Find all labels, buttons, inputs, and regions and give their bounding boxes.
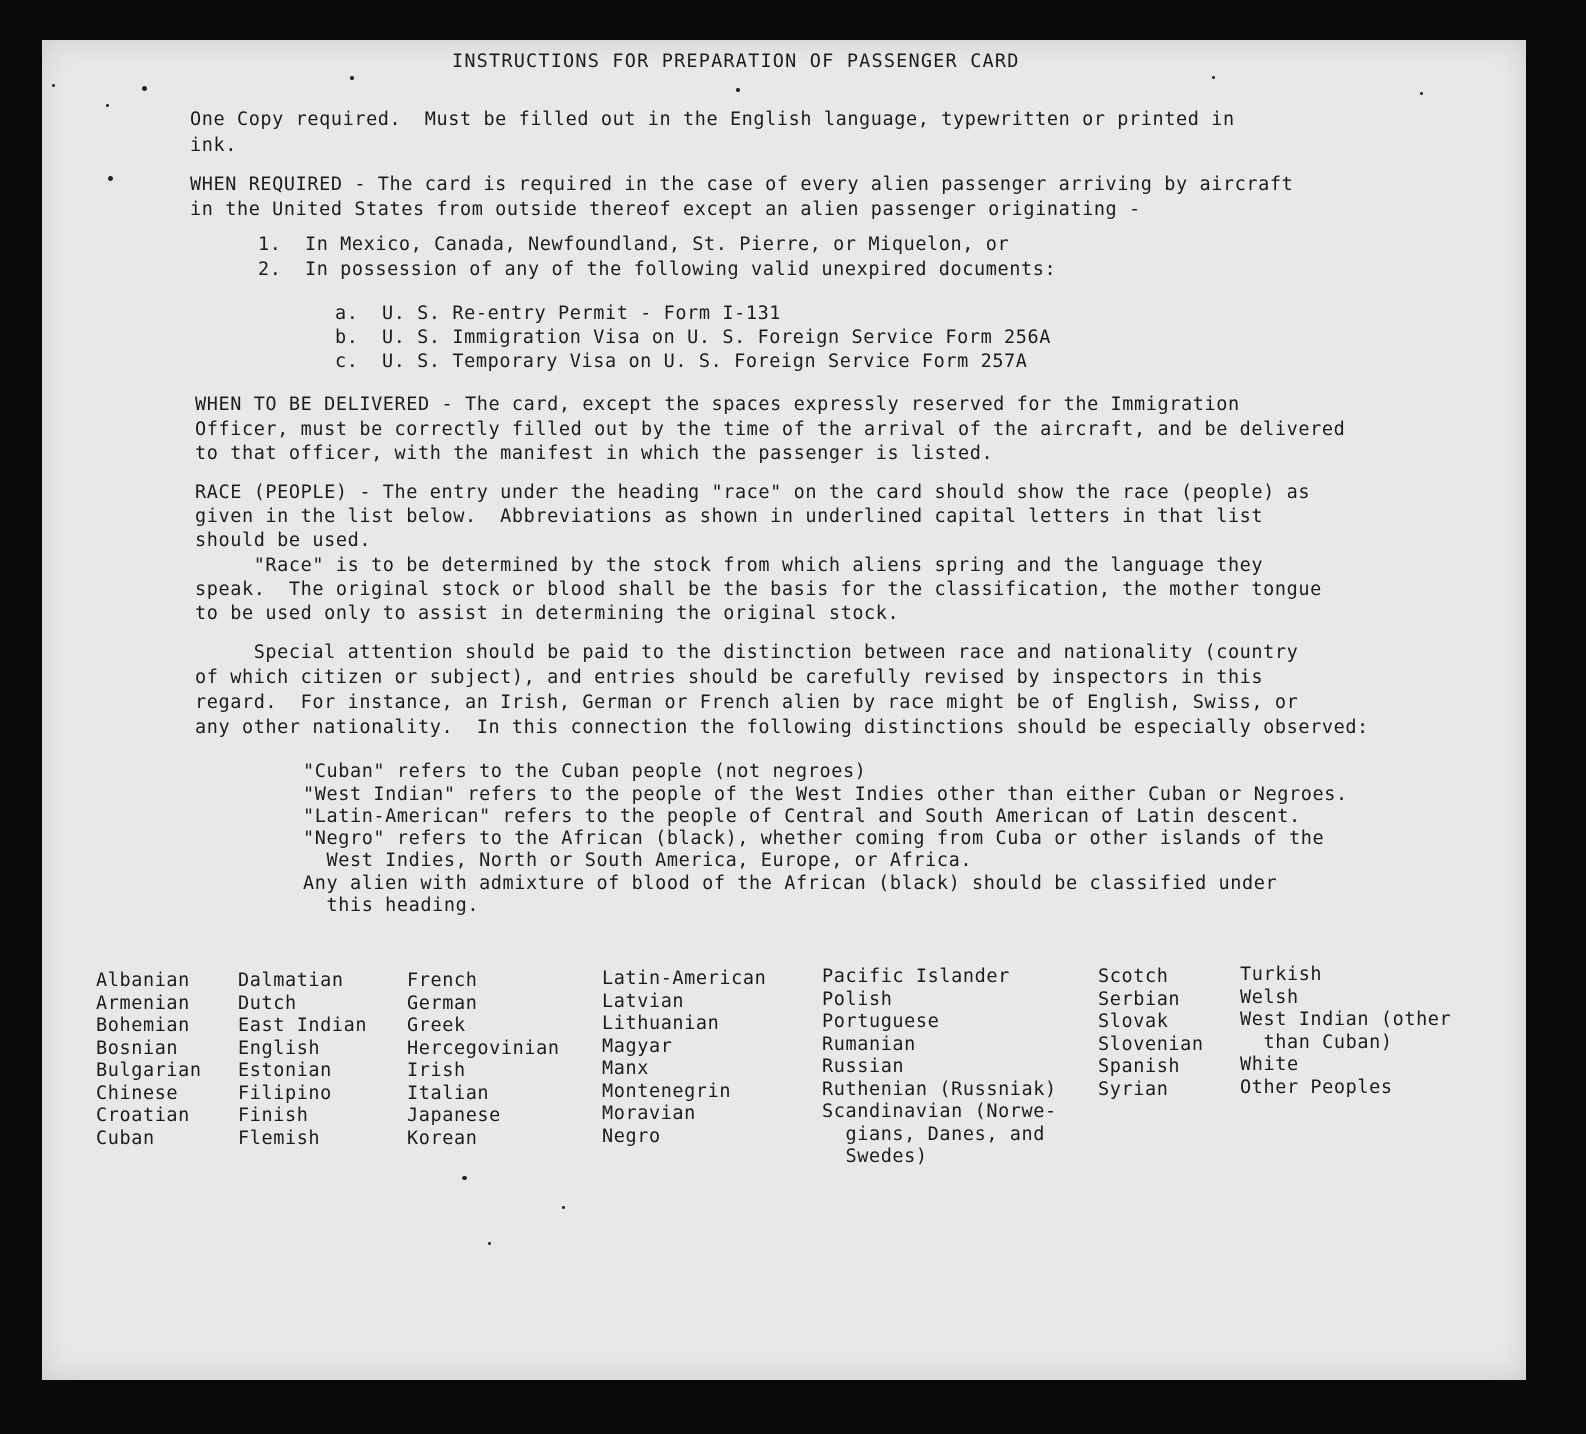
lettered-item-c: c. U. S. Temporary Visa on U. S. Foreign Service Form 257A: [335, 351, 1028, 372]
race-latvian: Latvian: [602, 990, 685, 1012]
race-list-column-6: [1098, 966, 1204, 1101]
race-bosnian: Bosnian: [96, 1037, 179, 1059]
race-line-6: to be used only to assist in determining the original stock.: [195, 603, 900, 624]
when-delivered-line-2: Officer, must be correctly filled out by the time of the arrival of the aircraft, and be delivered: [195, 419, 1346, 440]
race-japanese: Japanese: [407, 1105, 501, 1126]
when-required-line-2: in the United States from outside thereof except an alien passenger originating -: [190, 199, 1141, 220]
scan-speck: [488, 1242, 491, 1245]
distinction-admixture: Any alien with admixture of blood of the African (black) should be classified under: [303, 873, 1278, 894]
race-line-3: should be used.: [195, 530, 372, 551]
numbered-item-2: 2. In possession of any of the following valid unexpired documents:: [258, 259, 1057, 280]
race-latin-american: Latin-American: [602, 968, 767, 989]
race-scandinavian-cont-2: Swedes): [822, 1146, 928, 1167]
race-croatian: Croatian: [96, 1105, 190, 1126]
race-french: French: [407, 970, 478, 991]
race-scandinavian: Scandinavian (Norwe-: [822, 1101, 1057, 1122]
race-serbian: Serbian: [1098, 988, 1181, 1010]
special-line-4: any other nationality. In this connection the following distinctions should be especially observed:: [195, 717, 1369, 738]
numbered-item-1: 1. In Mexico, Canada, Newfoundland, St. Pierre, or Miquelon, or: [258, 234, 1010, 255]
race-line-1: RACE (PEOPLE) - The entry under the heading "race" on the card should show the race (people) as: [195, 482, 1311, 503]
lettered-item-a: a. U. S. Re-entry Permit - Form I-131: [335, 303, 782, 324]
race-montenegrin: Montenegrin: [602, 1080, 732, 1102]
race-list-column-4: [602, 968, 766, 1148]
race-korean: Korean: [407, 1127, 478, 1149]
race-scotch: Scotch: [1098, 966, 1169, 987]
race-english: English: [238, 1037, 321, 1059]
race-spanish: Spanish: [1098, 1056, 1181, 1077]
special-line-2: of which citizen or subject), and entries should be carefully revised by inspectors in this: [195, 667, 1264, 688]
race-dalmatian: Dalmatian: [238, 970, 344, 991]
scan-speck: [462, 1176, 467, 1180]
race-list-column-2: [238, 970, 367, 1150]
when-delivered-line-1: WHEN TO BE DELIVERED - The card, except the spaces expressly reserved for the Immigration: [195, 394, 1240, 415]
distinction-latin-american: "Latin-American" refers to the people of Central and South American of Latin descent.: [303, 806, 1301, 827]
race-cuban: Cuban: [96, 1127, 155, 1149]
race-russian: Russian: [822, 1056, 905, 1077]
when-delivered-line-3: to that officer, with the manifest in which the passenger is listed.: [195, 443, 994, 464]
race-list-column-7: [1240, 964, 1451, 1099]
race-west-indian-cont: than Cuban): [1240, 1031, 1393, 1053]
scan-speck: [142, 86, 147, 91]
race-other-peoples: Other Peoples: [1240, 1076, 1393, 1098]
scan-speck: [736, 88, 740, 92]
scan-speck: [106, 104, 109, 107]
race-east-indian: East Indian: [238, 1015, 368, 1036]
race-portuguese: Portuguese: [822, 1011, 940, 1032]
race-west-indian: West Indian (other: [1240, 1009, 1452, 1030]
race-welsh: Welsh: [1240, 986, 1299, 1008]
distinction-negro-cont: West Indies, North or South America, Europe, or Africa.: [303, 850, 973, 871]
race-german: German: [407, 992, 478, 1014]
race-greek: Greek: [407, 1015, 466, 1036]
scan-speck: [1420, 92, 1423, 95]
race-white: White: [1240, 1054, 1299, 1075]
race-negro: Negro: [602, 1125, 661, 1147]
race-manx: Manx: [602, 1058, 649, 1079]
race-albanian: Albanian: [96, 970, 190, 991]
race-irish: Irish: [407, 1060, 466, 1081]
race-flemish: Flemish: [238, 1127, 321, 1149]
race-rumanian: Rumanian: [822, 1033, 916, 1055]
race-armenian: Armenian: [96, 992, 190, 1014]
distinction-cuban: "Cuban" refers to the Cuban people (not negroes): [303, 761, 867, 782]
race-italian: Italian: [407, 1082, 490, 1104]
race-lithuanian: Lithuanian: [602, 1013, 720, 1034]
when-required-line-1: WHEN REQUIRED - The card is required in the case of every alien passenger arriving by aircraft: [190, 174, 1294, 195]
race-list-column-1: [96, 970, 202, 1150]
race-filipino: Filipino: [238, 1082, 332, 1104]
race-chinese: Chinese: [96, 1082, 179, 1104]
race-line-5: speak. The original stock or blood shall be the basis for the classification, the mother tongue: [195, 579, 1322, 600]
race-line-2: given in the list below. Abbreviations as shown in underlined capital letters in that list: [195, 506, 1264, 527]
race-finish: Finish: [238, 1105, 309, 1126]
race-bulgarian: Bulgarian: [96, 1060, 202, 1081]
race-moravian: Moravian: [602, 1103, 696, 1124]
race-ruthenian: Ruthenian (Russniak): [822, 1078, 1057, 1100]
race-magyar: Magyar: [602, 1035, 673, 1057]
page-title: INSTRUCTIONS FOR PREPARATION OF PASSENGER CARD: [452, 51, 1020, 72]
intro-line-2: ink.: [190, 135, 237, 156]
race-syrian: Syrian: [1098, 1078, 1169, 1100]
race-list-column-3: [407, 970, 560, 1150]
scan-speck: [1212, 76, 1215, 79]
distinction-admixture-cont: this heading.: [303, 895, 480, 916]
special-line-1: Special attention should be paid to the distinction between race and nationality (country: [195, 642, 1299, 663]
race-scandinavian-cont-1: gians, Danes, and: [822, 1123, 1046, 1145]
distinction-negro: "Negro" refers to the African (black), whether coming from Cuba or other islands of the: [303, 828, 1325, 849]
scan-speck: [350, 76, 354, 80]
scan-speck: [108, 176, 113, 181]
race-hercegovinian: Hercegovinian: [407, 1037, 560, 1059]
race-slovenian: Slovenian: [1098, 1033, 1204, 1055]
race-dutch: Dutch: [238, 992, 297, 1014]
scan-speck: [52, 84, 55, 87]
distinction-west-indian: "West Indian" refers to the people of the West Indies other than either Cuban or Negroes.: [303, 784, 1348, 805]
intro-line-1: One Copy required. Must be filled out in the English language, typewritten or printed in: [190, 109, 1235, 130]
race-polish: Polish: [822, 988, 893, 1010]
race-line-4: "Race" is to be determined by the stock from which aliens spring and the language they: [195, 555, 1264, 576]
scan-speck: [562, 1206, 565, 1209]
race-pacific-islander: Pacific Islander: [822, 966, 1010, 987]
race-slovak: Slovak: [1098, 1011, 1169, 1032]
lettered-item-b: b. U. S. Immigration Visa on U. S. Foreign Service Form 256A: [335, 327, 1052, 348]
race-turkish: Turkish: [1240, 964, 1323, 985]
race-bohemian: Bohemian: [96, 1015, 190, 1036]
race-list-column-5: [822, 966, 1057, 1169]
race-estonian: Estonian: [238, 1060, 332, 1081]
special-line-3: regard. For instance, an Irish, German or French alien by race might be of English, Swiss, or: [195, 692, 1299, 713]
